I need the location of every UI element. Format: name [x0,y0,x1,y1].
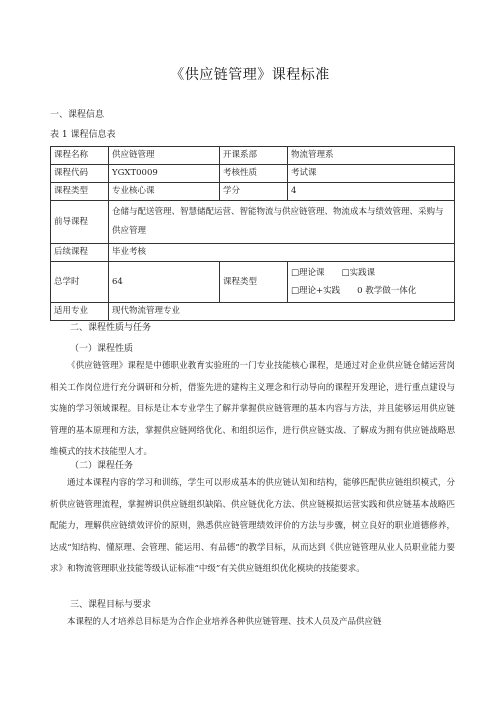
table-cell: 考试课 [288,165,455,183]
paragraph-course-tasks: 通过本课程内容的学习和训练，学生可以形成基本的供应链认知和结构，能够匹配供应链组织模式，分析供应链管理流程，掌握辨识供应链组织缺陷、供应链优化方法、供应链模拟运营实践和供应链基本战略匹配能力，理解供应链绩效评价的原则，熟悉供应链管理绩效评价的方法与步骤，树立良好的职业道德修养，达成“知结构、懂原理、会管理、能运用、有品德”的教学目标，从而达到《供应链管理从业人员职业能力要求》和物流管理职业技能等级认证标准“中级”有关供应链组织优化模块的技能要求。 [50,478,455,574]
table-cell: 供应链管理 [109,147,220,165]
table-row [51,244,455,262]
course-type-options [288,262,455,303]
table-cell: 专业核心课 [109,183,220,201]
paragraph-course-goals: 本课程的人才培养总目标是为合作企业培养各种供应链管理、技术人员及产品供应链 [67,617,382,627]
table-cell: 物流管理系 [288,147,455,165]
table-cell: 后续课程 [51,244,109,262]
course-info-table [50,146,455,321]
table-cell: 总学时 [51,262,109,303]
section-heading-nature-tasks: 二、课程性质与任务 [70,323,152,333]
table-cell: 课程类型 [51,183,109,201]
table-cell: YGXT0009 [109,165,220,183]
section-heading-course-info: 一、课程信息 [50,110,105,120]
table-cell: 毕业考核 [109,244,455,262]
table-cell: 开课系部 [220,147,288,165]
section-heading-goals: 三、课程目标与要求 [70,600,152,610]
table-cell: 课程类型 [220,262,288,303]
table-row [51,147,455,165]
table-row [51,183,455,201]
table-cell: 考核性质 [220,165,288,183]
table-cell: 课程代码 [51,165,109,183]
table-row [51,201,455,244]
table-cell: 现代物流管理专业 [109,303,455,321]
table-caption: 表 1 课程信息表 [50,130,116,140]
table-cell: 课程名称 [51,147,109,165]
table-row [51,303,455,321]
table-row [51,165,455,183]
table-cell: 64 [109,262,220,303]
table-cell: 前导课程 [51,201,109,244]
page-title: 《供应链管理》课程标准 [170,67,330,83]
table-cell: 4 [288,183,455,201]
subsection-heading-nature: （一）课程性质 [70,344,134,354]
table-cell: 仓储与配送管理、智慧储配运营、智能物流与供应链管理、物流成本与绩效管理、采购与供应管理 [109,201,455,244]
course-type-option: □理论课 □实践课 [291,268,376,278]
table-row [51,262,455,303]
table-cell: 适用专业 [51,303,109,321]
subsection-heading-tasks: （二）课程任务 [70,461,134,471]
table-cell: 学分 [220,183,288,201]
paragraph-course-nature: 《供应链管理》课程是中德职业教育实验班的一门专业技能核心课程，是通过对企业供应链仓储运营岗相关工作岗位进行充分调研和分析，借鉴先进的建构主义理念和行动导向的课程开发理论，进行重点建设与实施的学习领域课程。目标是让本专业学生了解并掌握供应链管理的基本内容与方法，并且能够运用供应链管理的基本原理和方法，掌握供应链网络优化、和组织运作，进行供应链实战、了解成为拥有供应链战略思维模式的技术技能型人才。 [50,361,455,457]
course-type-option: □理论+实践 0 教学做一体化 [291,286,417,296]
